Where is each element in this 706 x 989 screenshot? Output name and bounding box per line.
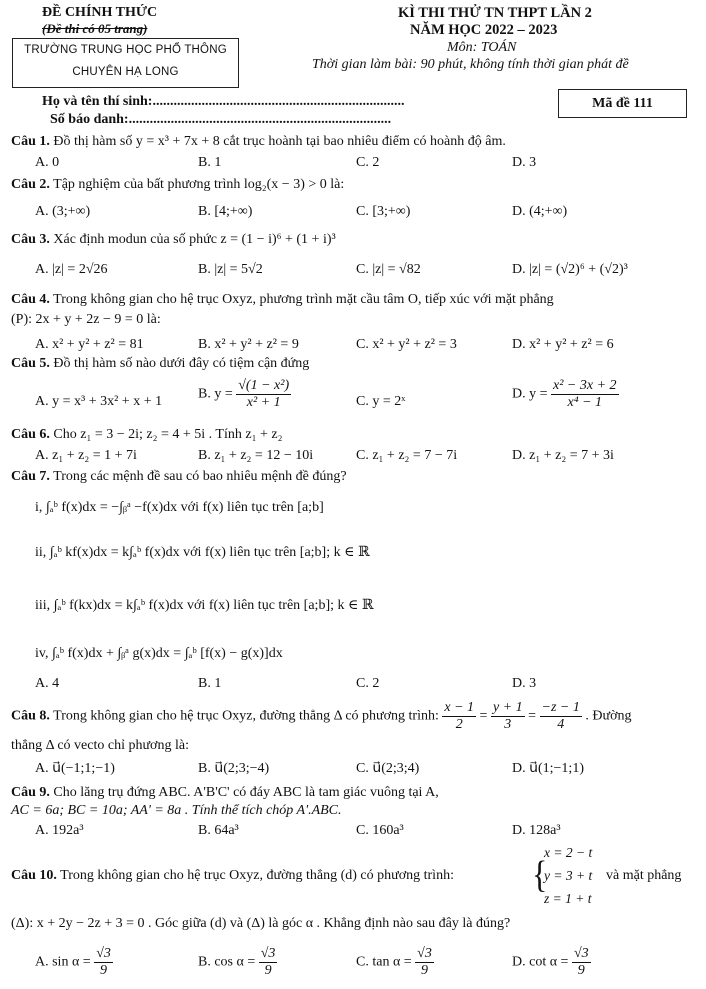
question-text: Xác định modun của số phức z = (1 − i)⁶ + (1 + i)³ [53,232,336,247]
q7-statement-4: iv, ∫ₐᵇ f(x)dx + ∫ᵦᵃ g(x)dx = ∫ₐᵇ [f(x) − g(x)]dx [35,646,283,661]
question-text-end: . Đường [585,708,632,724]
question-text: Đồ thị hàm số y = x³ + 7x + 8 cắt trục hoành tại bao nhiêu điểm có hoành độ âm. [53,134,506,149]
question-text: Trong các mệnh đề sau có bao nhiêu mệnh đề đúng? [53,469,347,484]
subject: Môn: TOÁN [447,40,517,55]
fraction-numerator: x² − 3x + 2 [553,378,617,393]
question-text: Tập nghiệm của bất phương trình log₂(x − 3) > 0 là: [53,177,345,192]
question-label: Câu 5. [11,356,50,371]
fraction-denominator: 9 [577,963,585,978]
candidate-id-field: Số báo danh:........................................................................... [50,112,392,127]
fraction-denominator: 9 [100,963,108,978]
fraction-denominator: 3 [504,717,512,732]
q7-statement-1: i, ∫ₐᵇ f(x)dx = −∫ᵦᵃ −f(x)dx với f(x) liên tục trên [a;b] [35,500,324,515]
q2-option-d: D. (4;+∞) [512,204,568,219]
q1-option-a: A. 0 [35,155,60,170]
q10-option-d [512,946,591,979]
question-label: Câu 8. [11,708,50,724]
school-stamp [12,38,239,88]
question-label: Câu 3. [11,232,50,247]
q1-option-c: C. 2 [356,155,380,170]
option-prefix: C. tan α = [356,954,412,970]
q6-option-c: C. z₁ + z₂ = 7 − 7i [356,448,458,463]
q9-option-a: A. 192a³ [35,823,84,838]
equals-sign: = [479,708,488,724]
question-6 [11,427,282,443]
question-text: Cho z₁ = 3 − 2i; z₂ = 4 + 5i . Tính z₁ + z₂ [53,427,283,442]
line-eq-z: z = 1 + t [544,891,592,906]
fraction-numerator: √(1 − x²) [238,378,290,393]
question-text: Trong không gian cho hệ trục Oxyz, phương trình mặt cầu tâm O, tiếp xúc với mặt phẳng [53,292,554,307]
q5-option-d [512,378,619,411]
exam-title: KÌ THI THỬ TN THPT LẦN 2 [398,5,592,21]
question-9 [11,785,439,801]
fraction-denominator: x⁴ − 1 [567,395,603,410]
question-text: Cho lăng trụ đứng ABC. A'B'C' có đáy ABC là tam giác vuông tại A, [53,785,439,800]
fraction-denominator: x² + 1 [246,395,281,410]
q5-option-c: C. y = 2ˣ [356,394,406,409]
question-8 [11,700,631,733]
fraction-denominator: 2 [455,717,463,732]
q4-option-a: A. x² + y² + z² = 81 [35,337,144,352]
equals-sign: = [528,708,537,724]
q2-option-c: C. [3;+∞) [356,204,411,219]
q8-option-a: A. u⃗(−1;1;−1) [35,761,115,776]
question-4 [11,292,554,308]
option-prefix: B. cos α = [198,954,256,970]
q8-option-d: D. u⃗(1;−1;1) [512,761,584,776]
fraction-numerator: √3 [573,946,589,961]
option-prefix: D. cot α = [512,954,569,970]
fraction-numerator: √3 [260,946,276,961]
question-text-end: và mặt phẳng [606,868,682,883]
q7-option-c: C. 2 [356,676,380,691]
q7-statement-2: ii, ∫ₐᵇ kf(x)dx = k∫ₐᵇ f(x)dx với f(x) liên tục trên [a;b]; k ∈ ℝ [35,545,370,560]
question-label: Câu 4. [11,292,50,307]
school-name-line2: CHUYÊN HẠ LONG [72,66,179,78]
q7-option-d: D. 3 [512,676,537,691]
q6-option-b: B. z₁ + z₂ = 12 − 10i [198,448,314,463]
question-9-line2: AC = 6a; BC = 10a; AA' = 8a . Tính thể tích chóp A'.ABC. [11,803,342,818]
question-5 [11,356,309,372]
q5-option-b [198,378,291,411]
q2-option-a: A. (3;+∞) [35,204,91,219]
question-4-line2: (P): 2x + y + 2z − 9 = 0 là: [11,312,161,327]
q7-option-b: B. 1 [198,676,222,691]
question-label: Câu 6. [11,427,50,442]
option-prefix: A. sin α = [35,954,91,970]
question-text: Trong không gian cho hệ trục Oxyz, đường thẳng (d) có phương trình: [60,868,454,883]
question-label: Câu 9. [11,785,50,800]
q10-option-b [198,946,277,979]
fraction-numerator: √3 [96,946,111,961]
q9-option-b: B. 64a³ [198,823,239,838]
q3-option-d: D. |z| = (√2)⁶ + (√2)³ [512,262,628,277]
question-2 [11,177,344,193]
question-10 [11,868,454,884]
q7-option-a: A. 4 [35,676,60,691]
system-brace: { [532,852,548,896]
page-count: (Đề thi có 05 trang) [42,21,148,36]
question-label: Câu 10. [11,868,57,883]
q9-option-c: C. 160a³ [356,823,404,838]
question-label: Câu 2. [11,177,50,192]
fraction-denominator: 4 [557,717,565,732]
school-year: NĂM HỌC 2022 – 2023 [410,22,558,38]
q9-option-d: D. 128a³ [512,823,561,838]
exam-code: Mã đề 111 [558,89,687,118]
fraction-numerator: √3 [417,946,432,961]
q6-option-a: A. z₁ + z₂ = 1 + 7i [35,448,137,463]
line-eq-y: y = 3 + t [544,868,593,883]
q4-option-c: C. x² + y² + z² = 3 [356,337,457,352]
q3-option-c: C. |z| = √82 [356,262,421,277]
q1-option-b: B. 1 [198,155,222,170]
exam-time: Thời gian làm bài: 90 phút, không tính thời gian phát đề [312,57,629,72]
question-label: Câu 1. [11,134,50,149]
candidate-name-field: Họ và tên thí sinh:........................................................................ [42,94,405,109]
question-text: Đồ thị hàm số nào dưới đây có tiệm cận đứng [53,356,310,371]
fraction-numerator: x − 1 [444,700,475,715]
q8-option-c: C. u⃗(2;3;4) [356,761,420,776]
question-label: Câu 7. [11,469,50,484]
question-7 [11,469,347,485]
q7-statement-3: iii, ∫ₐᵇ f(kx)dx = k∫ₐᵇ f(x)dx với f(x) liên tục trên [a;b]; k ∈ ℝ [35,598,374,613]
q3-option-b: B. |z| = 5√2 [198,262,263,277]
q6-option-d: D. z₁ + z₂ = 7 + 3i [512,448,614,463]
option-prefix: D. y = [512,386,548,402]
line-eq-x: x = 2 − t [544,845,593,860]
school-name-line1: TRƯỜNG TRUNG HỌC PHỔ THÔNG [24,44,227,56]
q10-option-a [35,946,113,979]
q1-option-d: D. 3 [512,155,537,170]
question-3 [11,232,336,248]
fraction-numerator: −z − 1 [541,700,580,715]
q3-option-a: A. |z| = 2√26 [35,262,108,277]
question-10-line2: (Δ): x + 2y − 2z + 3 = 0 . Góc giữa (d) và (Δ) là góc α . Khẳng định nào sau đây là đúng? [11,916,511,931]
q10-option-c [356,946,434,979]
question-8-line2: thẳng Δ có vecto chỉ phương là: [11,738,189,753]
official-label: ĐỀ CHÍNH THỨC [42,5,158,20]
fraction-denominator: 9 [421,963,429,978]
q8-option-b: B. u⃗(2;3;−4) [198,761,270,776]
fraction-denominator: 9 [264,963,272,978]
q2-option-b: B. [4;+∞) [198,204,253,219]
q4-option-b: B. x² + y² + z² = 9 [198,337,299,352]
question-1 [11,134,506,150]
q4-option-d: D. x² + y² + z² = 6 [512,337,614,352]
option-prefix: B. y = [198,386,233,402]
q5-option-a: A. y = x³ + 3x² + x + 1 [35,394,163,409]
question-text: Trong không gian cho hệ trục Oxyz, đường thẳng Δ có phương trình: [53,708,439,724]
fraction-numerator: y + 1 [492,700,523,715]
